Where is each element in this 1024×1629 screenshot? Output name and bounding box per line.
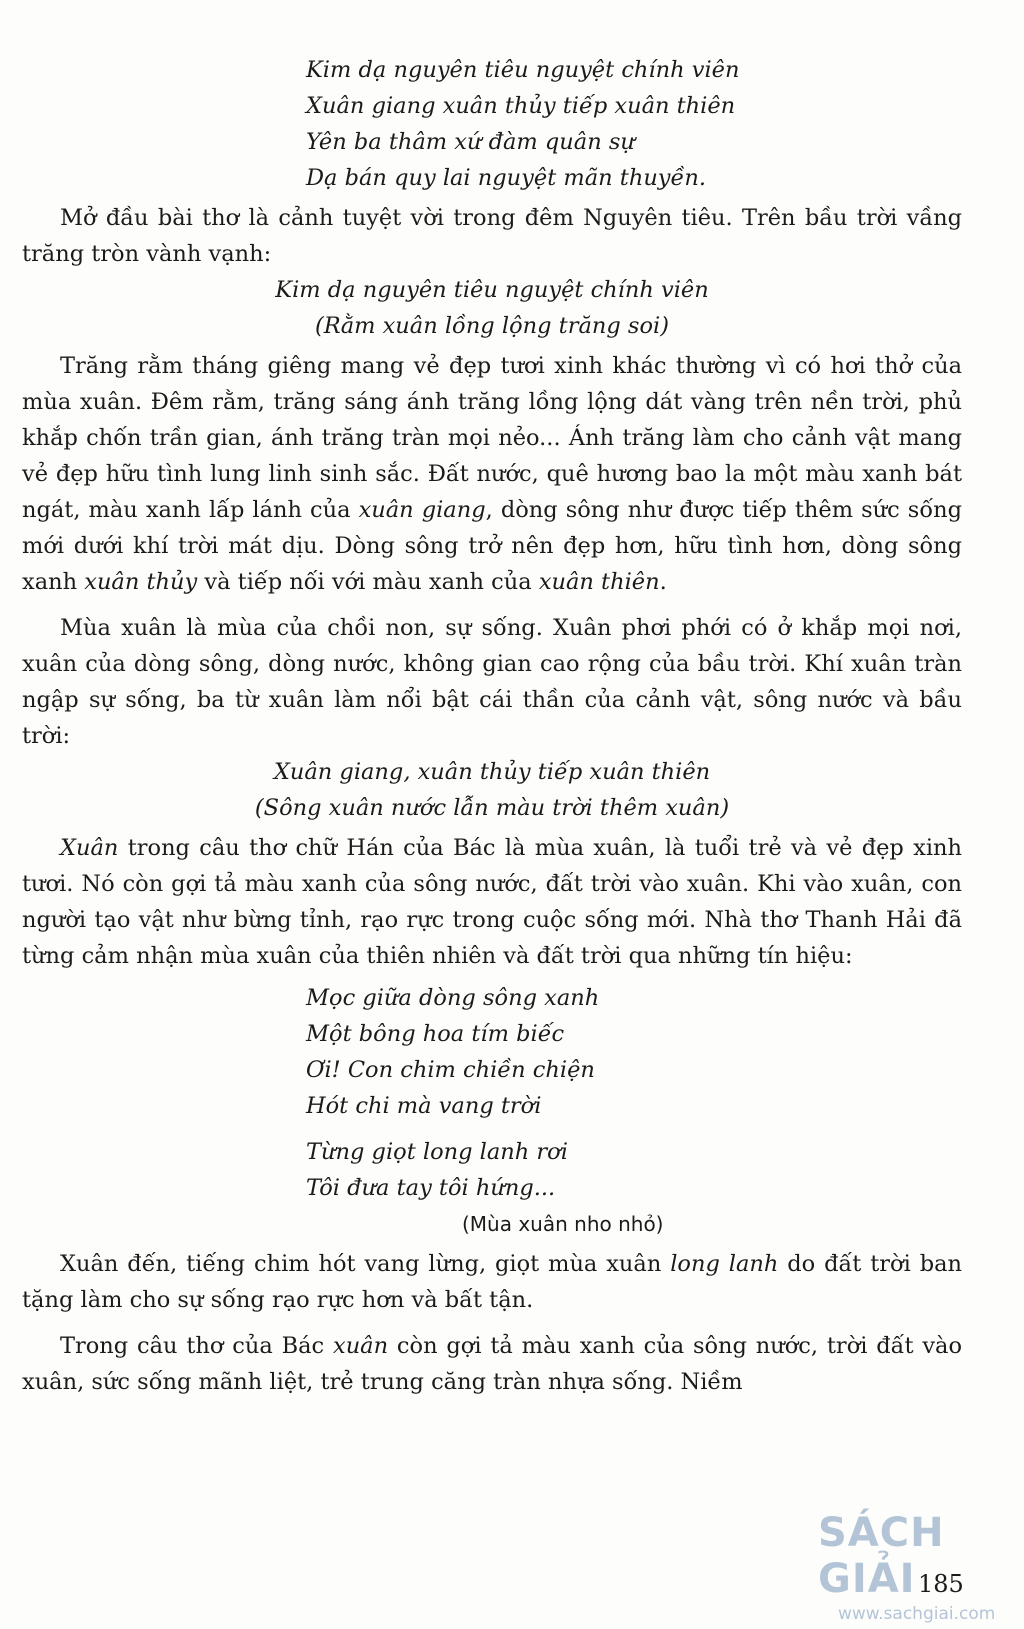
quote-spring <box>22 754 962 826</box>
watermark-brand: SÁCH GIẢI <box>818 1510 945 1602</box>
poem-line: Kim dạ nguyên tiêu nguyệt chính viên <box>306 57 740 83</box>
quote-line: Xuân giang, xuân thủy tiếp xuân thiên <box>273 759 711 785</box>
emphasis: xuân giang <box>358 497 486 523</box>
poem-line: Tôi đưa tay tôi hứng... <box>306 1175 556 1201</box>
paragraph-closing: Trong câu thơ của Bác xuân còn gợi tả màu xanh của sông nước, trời đất vào xuân, sức sống mãnh liệt, trẻ trung căng tràn nhựa sống. Niềm <box>22 1333 962 1395</box>
emphasis: xuân thiên <box>538 569 660 595</box>
emphasis: xuân thủy <box>84 569 198 595</box>
watermark-logo <box>818 1510 1024 1624</box>
emphasis: Xuân <box>60 835 119 861</box>
poem-line: Mọc giữa dòng sông xanh <box>306 985 600 1011</box>
poem-line: Dạ bán quy lai nguyệt mãn thuyền. <box>306 165 707 191</box>
paragraph-bird: Xuân đến, tiếng chim hót vang lừng, giọt mùa xuân long lanh do đất trời ban tặng làm cho sự sống rạo rực hơn và bất tận. <box>22 1251 962 1313</box>
poem-source: (Mùa xuân nho nhỏ) <box>462 1212 664 1236</box>
book-page <box>22 52 962 1400</box>
watermark-url: www.sachgiai.com <box>838 1604 996 1624</box>
poem-original <box>306 52 962 196</box>
poem-line: Xuân giang xuân thủy tiếp xuân thiên <box>306 93 736 119</box>
paragraph-xuan: Xuân trong câu thơ chữ Hán của Bác là mùa xuân, là tuổi trẻ và vẻ đẹp xinh tươi. Nó còn gợi tả màu xanh của sông nước, đất trời vào xuân. Khi vào xuân, con người tạo vật như bừng tỉnh, rạo rực trong cuộc sống mới. Nhà thơ Thanh Hải đã từng cảm nhận mùa xuân của thiên nhiên và đất trời qua những tín hiệu: <box>22 835 962 969</box>
quote-translation: (Sông xuân nước lẫn màu trời thêm xuân) <box>254 795 730 821</box>
paragraph-moon: Trăng rằm tháng giêng mang vẻ đẹp tươi xinh khác thường vì có hơi thở của mùa xuân. Đêm rằm, trăng sáng ánh trăng lồng lộng dát vàng trên nền trời, phủ khắp chốn trần gian, ánh trăng tràn mọi nẻo... Ánh trăng làm cho cảnh vật mang vẻ đẹp hữu tình lung linh sinh sắc. Đất nước, quê hương bao la một màu xanh bát ngát, màu xanh lấp lánh của xuân giang, dòng sông như được tiếp thêm sức sống mới dưới khí trời mát dịu. Dòng sông trở nên đẹp hơn, hữu tình hơn, dòng sông xanh xuân thủy và tiếp nối với màu xanh của xuân thiên. <box>22 353 962 595</box>
poem-line: Yên ba thâm xứ đàm quân sự <box>306 129 635 155</box>
poem-line: Một bông hoa tím biếc <box>306 1021 565 1047</box>
poem-thanh-hai <box>306 980 962 1206</box>
poem-line: Từng giọt long lanh rơi <box>306 1139 568 1165</box>
poem-line: Hót chi mà vang trời <box>306 1093 542 1119</box>
paragraph-intro: Mở đầu bài thơ là cảnh tuyệt vời trong đêm Nguyên tiêu. Trên bầu trời vầng trăng tròn vành vạnh: <box>22 205 962 267</box>
paragraph-spring: Mùa xuân là mùa của chồi non, sự sống. Xuân phơi phới có ở khắp mọi nơi, xuân của dòng sông, dòng nước, không gian cao rộng của bầu trời. Khí xuân tràn ngập sự sống, ba từ xuân làm nổi bật cái thần của cảnh vật, sông nước và bầu trời: <box>22 615 962 749</box>
quote-translation: (Rằm xuân lồng lộng trăng soi) <box>315 313 669 339</box>
emphasis: long lanh <box>670 1251 779 1277</box>
page-number: 185 <box>918 1570 964 1598</box>
quote-moon <box>22 272 962 344</box>
quote-line: Kim dạ nguyên tiêu nguyệt chính viên <box>275 277 709 303</box>
poem-line: Ơi! Con chim chiền chiện <box>306 1057 595 1083</box>
emphasis: xuân <box>333 1333 389 1359</box>
